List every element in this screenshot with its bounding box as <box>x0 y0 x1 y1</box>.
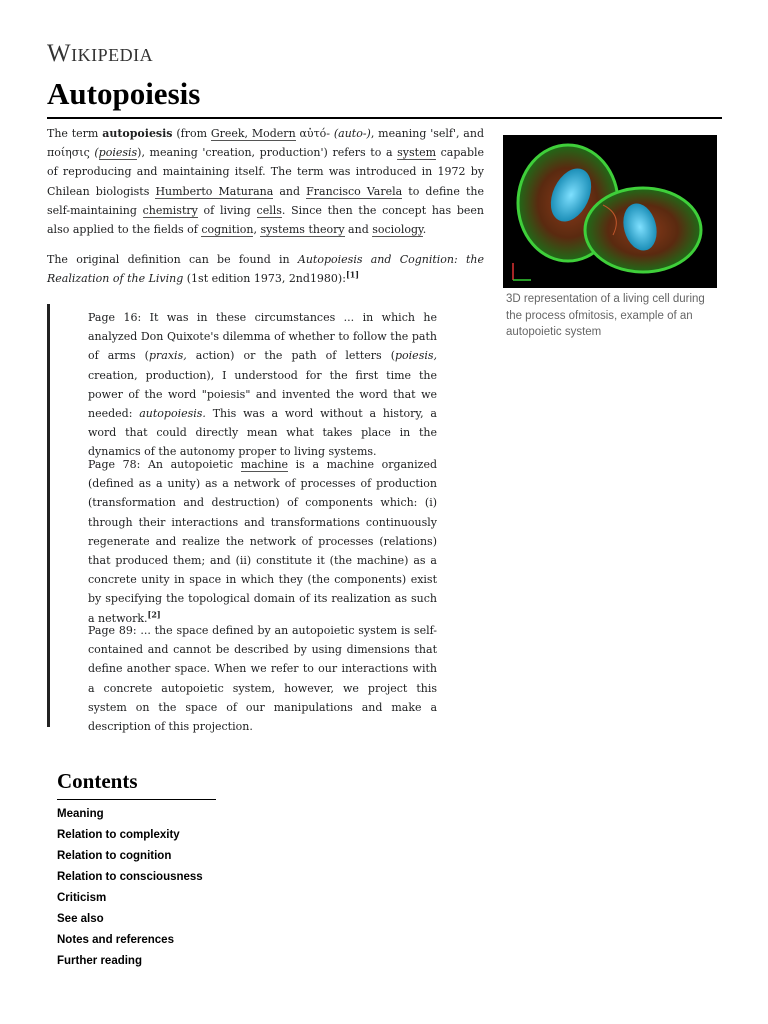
quote-page-16: Page 16: It was in these circumstances ... in which he analyzed Don Quixote's dilemma of whether to follow the path of arms (praxis, action) or the path of letters (poiesis, creation, production), I understood for the first time the power of the word "poiesis" and invented the word that we needed: autopoiesis. This was a word without a history, a word that could directly mean what takes place in the dynamics of the autonomy proper to living systems. <box>88 311 437 459</box>
link-system[interactable]: system <box>397 146 437 160</box>
link-greek-modern[interactable]: Greek, Modern <box>210 127 296 140</box>
link-humberto-maturana[interactable]: Humberto Maturana <box>155 184 274 198</box>
link-systems-theory[interactable]: systems theory <box>260 223 345 237</box>
link-poiesis[interactable]: poiesis <box>98 146 138 160</box>
page-title: Autopoiesis <box>47 76 201 111</box>
toc-item-see-also[interactable]: See also <box>57 913 104 925</box>
contents-heading: Contents <box>57 769 138 793</box>
reference-2[interactable]: [2] <box>147 608 161 619</box>
contents-rule <box>57 799 216 800</box>
table-of-contents <box>57 806 203 974</box>
link-cognition[interactable]: cognition <box>201 223 254 237</box>
book-title: Autopoiesis and Cognition: the Realization of the Living <box>47 253 485 286</box>
cell-figure <box>503 135 717 341</box>
quote-page-78: Page 78: An autopoietic machine is a machine organized (defined as a unity) as a network of processes of production (transformation and destruction) of components which: (i) through their interactions and transformations continuously regenerate and realize the network of processes (relations) that produced them; and (ii) constitute it (the machine) as a concrete unity in space in which they (the components) exist by specifying the topological domain of its realization as such a network.[2] <box>88 458 437 625</box>
toc-item-relation-to-complexity[interactable]: Relation to complexity <box>57 829 180 841</box>
toc-item-further-reading[interactable]: Further reading <box>57 955 142 967</box>
toc-item-meaning[interactable]: Meaning <box>57 808 104 820</box>
link-cells[interactable]: cells <box>256 203 282 217</box>
title-rule <box>47 117 722 119</box>
toc-item-relation-to-cognition[interactable]: Relation to cognition <box>57 850 172 862</box>
figure-caption: 3D representation of a living cell during the process ofmitosis, example of an autopoietic system <box>506 293 705 338</box>
quote-page-89: Page 89: ... the space defined by an autopoietic system is self-contained and cannot be described by using dimensions that define another space. When we refer to our interactions with a concrete autopoietic system, however, we project this system on the space of our manipulations and make a description of this projection. <box>88 624 437 734</box>
intro-paragraph: The term autopoiesis (from Greek, Modern αὐτό- (auto-), meaning 'self', and ποίησις (poiesis), meaning 'creation, production') refers to a system capable of reproducing and maintaining itself. The term was introduced in 1972 by Chilean biologists Humberto Maturana and Francisco Varela to define the self-maintaining chemistry of living cells. Since then the concept has been also applied to the fields of cognition, systems theory and sociology. <box>47 127 485 237</box>
link-sociology[interactable]: sociology <box>372 223 423 237</box>
link-machine[interactable]: machine <box>240 458 289 471</box>
mitosis-cell-image[interactable] <box>503 135 717 288</box>
toc-item-notes-and-references[interactable]: Notes and references <box>57 934 174 946</box>
wikipedia-logo[interactable]: Wikipedia <box>47 40 154 67</box>
link-chemistry[interactable]: chemistry <box>142 203 198 217</box>
blockquote-bar <box>47 304 50 727</box>
definition-paragraph: The original definition can be found in Autopoiesis and Cognition: the Realization of the Living (1st edition 1973, 2nd1980):[1] <box>47 253 485 286</box>
toc-item-criticism[interactable]: Criticism <box>57 892 107 904</box>
link-francisco-varela[interactable]: Francisco Varela <box>306 184 403 198</box>
bold-term: autopoiesis <box>102 127 173 140</box>
toc-item-relation-to-consciousness[interactable]: Relation to consciousness <box>57 871 203 883</box>
reference-1[interactable]: [1] <box>345 269 360 280</box>
